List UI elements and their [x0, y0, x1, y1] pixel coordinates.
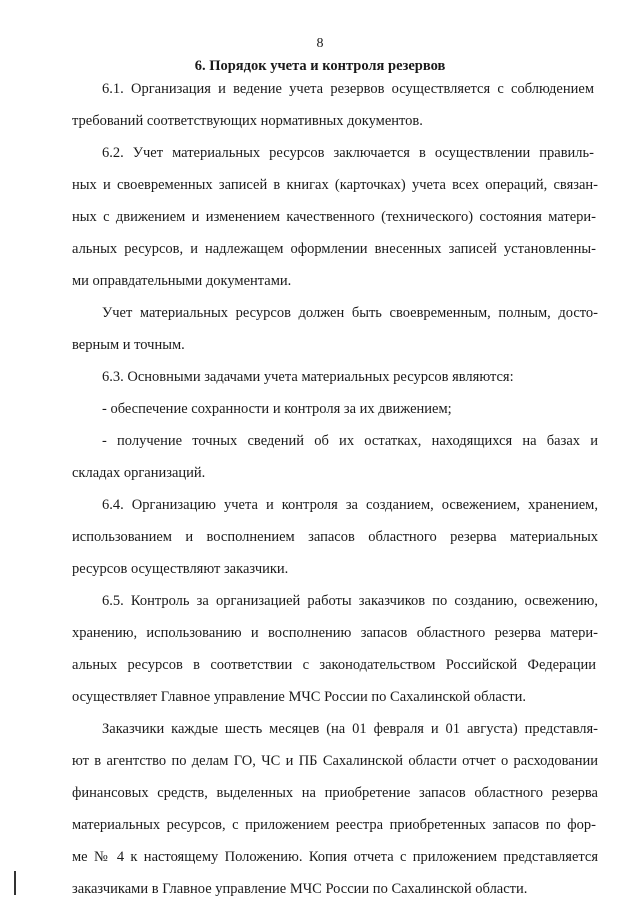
text-line: заказчиками в Главное управление МЧС России по Сахалинской области. — [72, 881, 528, 897]
text-line: использованием и восполнением запасов областного резерва материальных — [72, 529, 598, 545]
text-line: финансовых средств, выделенных на приобретение запасов областного резерва — [72, 785, 598, 801]
text-line: материальных ресурсов, с приложением реестра приобретенных запасов по фор- — [72, 817, 596, 833]
section-title: 6. Порядок учета и контроля резервов — [194, 58, 446, 74]
text-line: 6.3. Основными задачами учета материальных ресурсов являются: — [102, 369, 514, 385]
text-line: альных ресурсов, и надлежащем оформлении внесенных записей установленны- — [72, 241, 596, 257]
page-number: 8 — [316, 36, 324, 51]
text-line: альных ресурсов в соответствии с законодательством Российской Федерации — [72, 657, 596, 673]
text-line: требований соответствующих нормативных документов. — [72, 113, 423, 129]
text-line: ных с движением и изменением качественного (технического) состояния матери- — [72, 209, 596, 225]
margin-mark — [14, 871, 16, 895]
text-line: - обеспечение сохранности и контроля за их движением; — [102, 401, 452, 417]
text-line: хранению, использованию и восполнению запасов областного резерва матери- — [72, 625, 598, 641]
text-line: осуществляет Главное управление МЧС России по Сахалинской области. — [72, 689, 526, 705]
text-line: верным и точным. — [72, 337, 185, 353]
text-line: ют в агентство по делам ГО, ЧС и ПБ Сахалинской области отчет о расходовании — [72, 753, 598, 769]
text-line: складах организаций. — [72, 465, 206, 481]
text-line: ме № 4 к настоящему Положению. Копия отчета с приложением представляется — [72, 849, 598, 865]
text-line: 6.2. Учет материальных ресурсов заключается в осуществлении правиль- — [102, 145, 594, 161]
text-line: Учет материальных ресурсов должен быть своевременным, полным, досто- — [102, 305, 598, 321]
text-line: ресурсов осуществляют заказчики. — [72, 561, 289, 577]
text-line: 6.4. Организацию учета и контроля за созданием, освежением, хранением, — [102, 497, 598, 513]
text-line: Заказчики каждые шесть месяцев (на 01 февраля и 01 августа) представля- — [102, 721, 598, 737]
text-line: - получение точных сведений об их остатках, находящихся на базах и — [102, 433, 598, 449]
text-line: ных и своевременных записей в книгах (карточках) учета всех операций, связан- — [72, 177, 598, 193]
text-line: ми оправдательными документами. — [72, 273, 292, 289]
text-line: 6.1. Организация и ведение учета резервов осуществляется с соблюдением — [102, 81, 594, 97]
text-line: 6.5. Контроль за организацией работы заказчиков по созданию, освежению, — [102, 593, 598, 609]
